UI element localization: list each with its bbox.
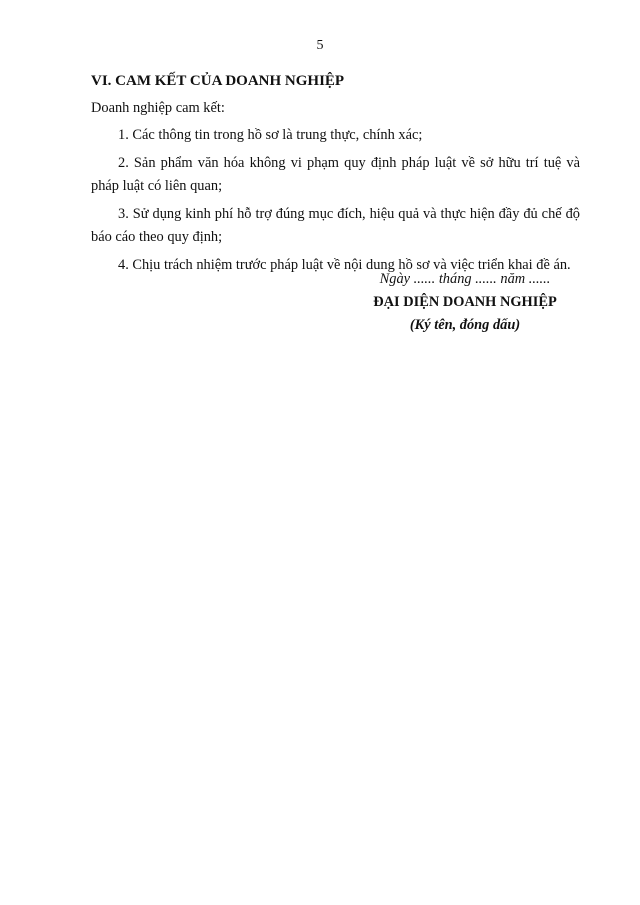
- commitment-item-2: 2. Sản phẩm văn hóa không vi phạm quy định pháp luật về sở hữu trí tuệ và pháp luật có liên quan;: [91, 155, 580, 194]
- commitment-item-1: 1. Các thông tin trong hồ sơ là trung thực, chính xác;: [118, 127, 423, 143]
- section-heading: VI. CAM KẾT CỦA DOANH NGHIỆP: [91, 73, 345, 89]
- page-number: 5: [316, 38, 324, 53]
- signature-note: (Ký tên, đóng dấu): [409, 317, 521, 333]
- commitment-item-3: 3. Sử dụng kinh phí hỗ trợ đúng mục đích, hiệu quả và thực hiện đầy đủ chế độ báo cáo theo quy định;: [91, 206, 580, 245]
- commitment-section: [91, 70, 580, 282]
- signature-title: ĐẠI DIỆN DOANH NGHIỆP: [373, 294, 557, 310]
- commitment-item-4: 4. Chịu trách nhiệm trước pháp luật về nội dung hồ sơ và việc triển khai đề án.: [118, 257, 571, 273]
- signature-date-line: Ngày ...... tháng ...... năm ......: [379, 271, 551, 287]
- section-intro: Doanh nghiệp cam kết:: [91, 100, 225, 116]
- signature-block: [330, 268, 600, 337]
